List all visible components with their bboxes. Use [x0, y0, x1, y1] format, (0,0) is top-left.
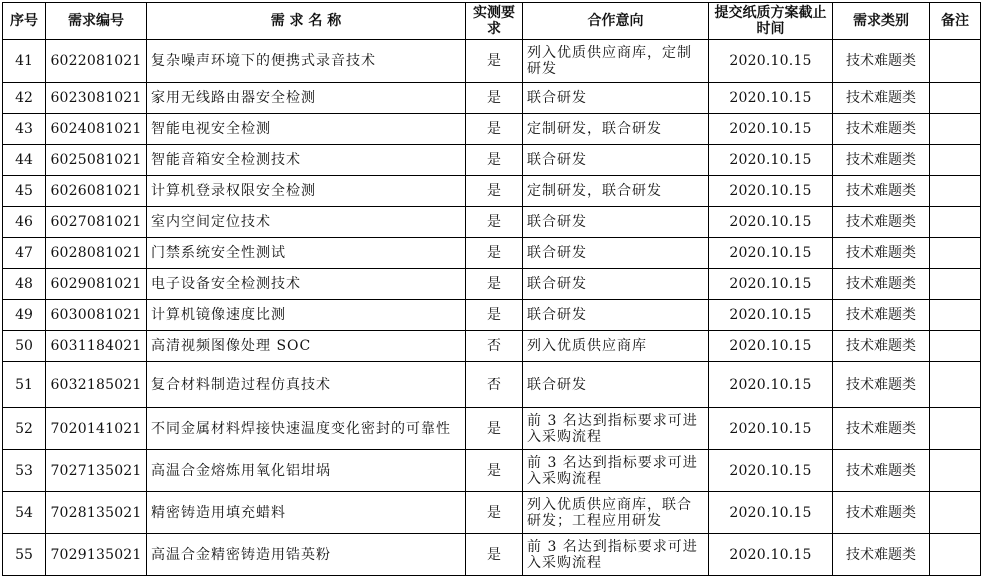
cell-index: 42 [3, 83, 46, 114]
cell-note [930, 40, 981, 83]
cell-name: 计算机镜像速度比测 [147, 300, 466, 331]
cell-category: 技术难题类 [833, 362, 930, 408]
cell-note [930, 145, 981, 176]
cell-deadline: 2020.10.15 [709, 83, 833, 114]
table-row [3, 269, 981, 300]
cell-category: 技术难题类 [833, 114, 930, 145]
table-row [3, 300, 981, 331]
cell-note [930, 492, 981, 534]
cell-index: 44 [3, 145, 46, 176]
cell-index: 49 [3, 300, 46, 331]
cell-test: 是 [466, 238, 523, 269]
header-category: 需求类别 [833, 3, 930, 40]
cell-note [930, 331, 981, 362]
table-row [3, 207, 981, 238]
cell-index: 45 [3, 176, 46, 207]
cell-test: 是 [466, 269, 523, 300]
cell-index: 47 [3, 238, 46, 269]
cell-name: 复合材料制造过程仿真技术 [147, 362, 466, 408]
cell-deadline: 2020.10.15 [709, 492, 833, 534]
cell-deadline: 2020.10.15 [709, 269, 833, 300]
cell-code: 7027135021 [46, 450, 147, 492]
cell-test: 否 [466, 362, 523, 408]
cell-deadline: 2020.10.15 [709, 300, 833, 331]
cell-code: 6026081021 [46, 176, 147, 207]
cell-index: 48 [3, 269, 46, 300]
table-row [3, 362, 981, 408]
cell-code: 6028081021 [46, 238, 147, 269]
cell-index: 46 [3, 207, 46, 238]
cell-name: 高温合金熔炼用氧化铝坩埚 [147, 450, 466, 492]
cell-code: 6022081021 [46, 40, 147, 83]
cell-category: 技术难题类 [833, 331, 930, 362]
cell-name: 家用无线路由器安全检测 [147, 83, 466, 114]
cell-index: 41 [3, 40, 46, 83]
cell-coop: 定制研发，联合研发 [523, 114, 709, 145]
cell-code: 6032185021 [46, 362, 147, 408]
table-row [3, 114, 981, 145]
cell-index: 51 [3, 362, 46, 408]
cell-index: 55 [3, 534, 46, 576]
cell-test: 是 [466, 207, 523, 238]
cell-name: 精密铸造用填充蜡料 [147, 492, 466, 534]
cell-coop: 前 3 名达到指标要求可进入采购流程 [523, 408, 709, 450]
cell-code: 7029135021 [46, 534, 147, 576]
cell-name: 门禁系统安全性测试 [147, 238, 466, 269]
cell-coop: 联合研发 [523, 83, 709, 114]
cell-code: 6025081021 [46, 145, 147, 176]
cell-name: 室内空间定位技术 [147, 207, 466, 238]
cell-coop: 联合研发 [523, 207, 709, 238]
cell-deadline: 2020.10.15 [709, 145, 833, 176]
cell-category: 技术难题类 [833, 40, 930, 83]
cell-note [930, 534, 981, 576]
cell-index: 53 [3, 450, 46, 492]
cell-test: 是 [466, 300, 523, 331]
cell-coop: 联合研发 [523, 269, 709, 300]
cell-name: 不同金属材料焊接快速温度变化密封的可靠性 [147, 408, 466, 450]
cell-deadline: 2020.10.15 [709, 534, 833, 576]
header-test: 实测要求 [466, 3, 523, 40]
cell-deadline: 2020.10.15 [709, 238, 833, 269]
cell-name: 高温合金精密铸造用锆英粉 [147, 534, 466, 576]
cell-test: 是 [466, 40, 523, 83]
cell-deadline: 2020.10.15 [709, 176, 833, 207]
table-row [3, 238, 981, 269]
cell-note [930, 362, 981, 408]
cell-note [930, 83, 981, 114]
cell-category: 技术难题类 [833, 207, 930, 238]
cell-name: 智能电视安全检测 [147, 114, 466, 145]
cell-coop: 联合研发 [523, 362, 709, 408]
cell-coop: 列入优质供应商库，定制研发 [523, 40, 709, 83]
header-name: 需 求 名 称 [147, 3, 466, 40]
cell-deadline: 2020.10.15 [709, 114, 833, 145]
cell-category: 技术难题类 [833, 492, 930, 534]
cell-coop: 联合研发 [523, 145, 709, 176]
table-row [3, 331, 981, 362]
header-coop: 合作意向 [523, 3, 709, 40]
table-row [3, 40, 981, 83]
cell-deadline: 2020.10.15 [709, 408, 833, 450]
cell-category: 技术难题类 [833, 534, 930, 576]
cell-name: 复杂噪声环境下的便携式录音技术 [147, 40, 466, 83]
cell-index: 52 [3, 408, 46, 450]
cell-name: 计算机登录权限安全检测 [147, 176, 466, 207]
cell-category: 技术难题类 [833, 145, 930, 176]
cell-category: 技术难题类 [833, 83, 930, 114]
cell-coop: 列入优质供应商库，联合研发；工程应用研发 [523, 492, 709, 534]
cell-test: 是 [466, 83, 523, 114]
cell-coop: 前 3 名达到指标要求可进入采购流程 [523, 450, 709, 492]
header-index: 序号 [3, 3, 46, 40]
header-note: 备注 [930, 3, 981, 40]
cell-note [930, 207, 981, 238]
cell-code: 6030081021 [46, 300, 147, 331]
header-row [3, 3, 981, 40]
cell-category: 技术难题类 [833, 269, 930, 300]
cell-note [930, 408, 981, 450]
cell-note [930, 238, 981, 269]
cell-name: 智能音箱安全检测技术 [147, 145, 466, 176]
cell-coop: 联合研发 [523, 300, 709, 331]
cell-coop: 前 3 名达到指标要求可进入采购流程 [523, 534, 709, 576]
cell-code: 6029081021 [46, 269, 147, 300]
cell-index: 50 [3, 331, 46, 362]
cell-note [930, 176, 981, 207]
table-row [3, 408, 981, 450]
header-code: 需求编号 [46, 3, 147, 40]
cell-code: 7028135021 [46, 492, 147, 534]
header-deadline: 提交纸质方案截止时间 [709, 3, 833, 40]
cell-coop: 列入优质供应商库 [523, 331, 709, 362]
table-row [3, 534, 981, 576]
cell-deadline: 2020.10.15 [709, 450, 833, 492]
table-row [3, 176, 981, 207]
cell-category: 技术难题类 [833, 408, 930, 450]
cell-index: 54 [3, 492, 46, 534]
cell-test: 否 [466, 331, 523, 362]
cell-test: 是 [466, 450, 523, 492]
cell-deadline: 2020.10.15 [709, 362, 833, 408]
cell-test: 是 [466, 408, 523, 450]
cell-name: 高清视频图像处理 SOC [147, 331, 466, 362]
cell-code: 7020141021 [46, 408, 147, 450]
cell-note [930, 269, 981, 300]
cell-code: 6024081021 [46, 114, 147, 145]
cell-code: 6023081021 [46, 83, 147, 114]
cell-note [930, 450, 981, 492]
table-row [3, 145, 981, 176]
cell-test: 是 [466, 176, 523, 207]
cell-deadline: 2020.10.15 [709, 207, 833, 238]
cell-coop: 联合研发 [523, 238, 709, 269]
table-row [3, 83, 981, 114]
cell-category: 技术难题类 [833, 238, 930, 269]
cell-note [930, 300, 981, 331]
cell-code: 6027081021 [46, 207, 147, 238]
cell-category: 技术难题类 [833, 450, 930, 492]
table-row [3, 492, 981, 534]
cell-deadline: 2020.10.15 [709, 331, 833, 362]
cell-category: 技术难题类 [833, 176, 930, 207]
cell-index: 43 [3, 114, 46, 145]
cell-category: 技术难题类 [833, 300, 930, 331]
cell-test: 是 [466, 492, 523, 534]
cell-test: 是 [466, 534, 523, 576]
cell-test: 是 [466, 114, 523, 145]
cell-coop: 定制研发，联合研发 [523, 176, 709, 207]
cell-note [930, 114, 981, 145]
cell-test: 是 [466, 145, 523, 176]
cell-deadline: 2020.10.15 [709, 40, 833, 83]
table-row [3, 450, 981, 492]
requirements-table [2, 2, 981, 576]
cell-name: 电子设备安全检测技术 [147, 269, 466, 300]
cell-code: 6031184021 [46, 331, 147, 362]
